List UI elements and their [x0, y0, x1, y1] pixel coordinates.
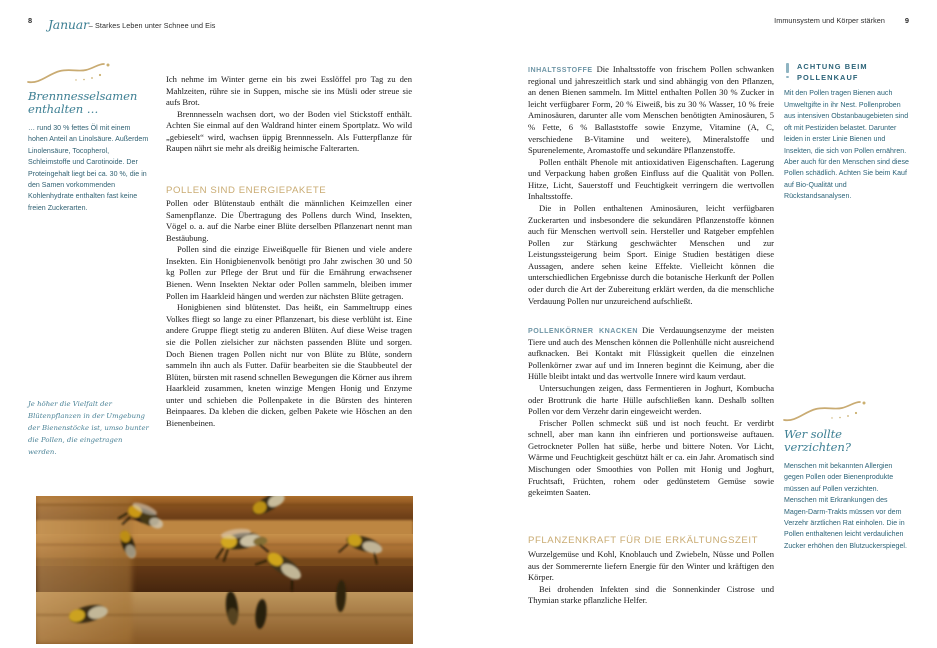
runin-heading-pollenkoerner-knacken: POLLENKÖRNER KNACKEN: [528, 327, 638, 335]
left-margin-note-title: [28, 90, 150, 117]
paragraph: Die in Pollen enthaltenen Aminosäuren, leicht verfügbaren Zuckerarten und insbesondere die sekundären Pflanzenstoffe können auch für Menschen wertvoll sein. Hersteller und Ratgeber empfehlen Pollen zur Stärkung geschwächter Menschen und zur Leistungssteigerung beim Sport. Einige Studien bestätigen diese Aussagen, andere sehen keine Effekte. Vielleicht können die unterschiedlichen Ergebnisse durch die botanische Herkunft der Pollen oder durch die Art der Zubereitung erklärt werden, da die menschliche Verdauung Pollen nur unzureichend aufschließt.: [528, 202, 774, 306]
left-margin-note-body: … rund 30 % fettes Öl mit einem hohen Anteil an Linolsäure. Außerdem Linolensäure, Tocopherol, Schleimstoffe und Carotinoide. Der Proteingehalt liegt bei ca. 30 %, die in den Samen vorkommenden Kohlenhydrate enthalten fast keine freien Zuckerarten.: [28, 124, 149, 212]
right-margin-alert-box: [784, 62, 912, 203]
paragraph-text: Die Verdauungsenzyme der meisten Tiere und auch des Menschen können die Pollenhülle nicht ausreichend aufknacken. Bei Kontakt mit Flüssigkeit quellen die einzelnen Pollenkörner zwar auf und im Inneren beginnt die Keimung, aber die Hülle bleibt intakt und das wertvolle Innere wird kaum verdaut.: [528, 325, 775, 382]
left-margin-note: [28, 90, 150, 214]
swirl-flourish-icon-left: [26, 62, 118, 88]
paragraph: Pollen oder Blütenstaub enthält die männlichen Keimzellen einer Samenpflanze. Die Übertragung des Pollens durch Wind, Insekten, Vögel o. a. auf die Narbe einer Blüte derselben Pflanzenart nennt man Bestäubung.: [166, 198, 412, 243]
paragraph: [528, 325, 774, 383]
page-number-left: 8: [28, 16, 33, 25]
paragraph: Pollen sind die einzige Eiweißquelle für Bienen und viele andere Insekten. Ein Honigbienenvolk benötigt pro Jahr zwischen 30 und 50 kg Pollen zur Pflege der Brut und für die Ernährung erwachsener Bienen. Wenn Insekten Nektar oder Pollen sammeln, bleiben immer Pollen im Haarkleid hängen und werden zur nächsten Blüte getragen.: [166, 244, 412, 301]
paragraph: Untersuchungen zeigen, dass Fermentieren in Joghurt, Kombucha oder Brottrunk die harte Hülle aufschließen kann. Deshalb sollten Pollen vor dem Verzehr darin eingeweicht werden.: [528, 382, 774, 417]
paragraph: Ich nehme im Winter gerne ein bis zwei Esslöffel pro Tag zu den Mahlzeiten, rühre sie in Suppen, mische sie ins Müsli oder streue sie aufs Brot.: [166, 74, 412, 108]
paragraph-text: Die Inhaltsstoffe von frischem Pollen schwanken regional und jahreszeitlich stark und sind abhängig von den Pflanzen, an denen Bienen sammeln. Im Mittel enthalten Pollen 30 % Zucker in leicht verfügbarer Form, 20 % Eiweiß, bis zu 30 % Wasser, 10 % freie Aminosäuren, darunter alle vom Menschen benötigten Aminosäuren, 5 % Fette, 6 % Ballaststoffe sowie Enzyme, Vitamine (A, C, verschiedene B-Vitamine und weitere), Mineralstoffe und Spurenelemente, Aromastoffe und sekundäre Pflanzenstoffe.: [528, 64, 774, 156]
chapter-subtitle: – Starkes Leben unter Schnee und Eis: [88, 21, 216, 30]
right-body-block-inhaltsstoffe: [528, 64, 774, 307]
swirl-flourish-icon-right: [782, 400, 874, 426]
paragraph: Honigbienen sind blütenstet. Das heißt, ein Sammeltrupp eines Volkes fliegt so lange zu einer Pflanzenart, bis diese verblüht ist. Eine andere Gruppe fliegt stetig zu anderen Blüten. Auf diese Weise tragen sie die Pollen zielsicher zur nächsten passenden Blüte und sorgen. Doch Bienen tragen Pollen nicht nur von Blüte zu Blüte, sondern sammeln ihn auch als Futter. Dafür bearbeiten sie die Staubbeutel der Blüten, bürsten mit rasend schnellen Bewegungen die Körner aus ihrem Haarkleid zusammen, kneten winzige Mengen Honig und Enzyme unter und schieben die Pollenpakete in die Bürsten des hinteren Beinpaares. Da kleben die dicken, gelben Pakete wie Höschen an den Bienenbeinen.: [166, 302, 412, 428]
alert-heading-line2: POLLENKAUF: [797, 72, 859, 82]
photo-caption: Je höher die Vielfalt der Blütenpflanzen in der Umgebung der Bienenstöcke ist, umso bunter die Pollen, die eingetragen werden.: [28, 400, 149, 456]
paragraph: Frischer Pollen schmeckt süß und ist noch feucht. Er verdirbt schnell, aber man kann ihn einfrieren und portionsweise auftauen. Getrockneter Pollen hat süße, herbe und bittere Noten. Vor Licht, Wärme und Feuchtigkeit geschützt hält er ca. ein Jahr. Aromatisch sind Mischungen oder Smoothies von Pollen mit Honig und Joghurt, Fruchtsaft, Früchten, rohem oder gedünstetem Gemüse sowie gekeimten Saaten.: [528, 417, 774, 498]
running-head-left: [48, 16, 215, 31]
alert-heading-line1: ACHTUNG BEIM: [797, 62, 868, 71]
paragraph: Bei drohenden Infekten sind die Sonnenkinder Cistrose und Thymian starke pflanzliche Helfer.: [528, 583, 774, 606]
runin-heading-inhaltsstoffe: INHALTSSTOFFE: [528, 66, 593, 74]
running-head-right: Immunsystem und Körper stärken: [774, 16, 885, 25]
bees-at-hive-entrance-photo: [36, 496, 413, 644]
section-heading-pollen-sind-energiepakete: POLLEN SIND ENERGIEPAKETE: [166, 185, 327, 196]
right-margin-note-title-line1: Wer sollte: [784, 427, 842, 441]
warning-exclamation-icon: [785, 63, 789, 80]
paragraph: Pollen enthält Phenole mit antioxidativen Eigenschaften. Lagerung und Verpackung haben großen Einfluss auf die Qualität von Pollen. Hitze, Licht, Sauerstoff und Feuchtigkeit verringern die wertvollen Inhaltsstoffe.: [528, 156, 774, 202]
paragraph: Wurzelgemüse und Kohl, Knoblauch und Zwiebeln, Nüsse und Pollen aus der Sommerernte liefern Energie für den Winter und kräftigen den Körper.: [528, 549, 774, 583]
right-margin-note-title: [784, 428, 912, 455]
page-number-right: 9: [904, 16, 909, 25]
left-body-column: [166, 74, 412, 155]
alert-body: Mit den Pollen tragen Bienen auch Umweltgifte in ihr Nest. Pollenproben aus intensiven Obstanbaugebieten sind oft mit Pestiziden belastet. Darunter leiden in erster Linie Bienen und Insekten, die sich von Pollen ernähren. Aber auch für den Menschen sind diese Pollen schädlich. Achten Sie beim Kauf auf Bio-Qualität und Rückstandsanalysen.: [784, 90, 909, 201]
right-margin-note: [784, 428, 912, 552]
right-margin-note-body: Menschen mit bekannten Allergien gegen Pollen oder Bienenprodukte müssen auf Pollen verzichten. Menschen mit Erkrankungen des Magen-Darm-Trakts müssen vor dem Verzehr ärztlichen Rat einholen. Die in Pollen enthaltenen leicht verdaulichen Zucker erhöhen den Blutzuckerspiegel.: [784, 462, 907, 550]
paragraph: Brennnesseln wachsen dort, wo der Boden viel Stickstoff enthält. Achten Sie einmal auf den Waldrand hinter einem Sportplatz. Wo wild „gebieselt“ wird, wachsen üppig Brennnesseln. Als Futterpflanze für Raupen nährt sie mehr als dreißig heimische Falterarten.: [166, 108, 412, 154]
right-body-block-pflanzenkraft: [528, 549, 774, 607]
alert-heading: [784, 62, 912, 83]
left-margin-note-title-line2: enthalten …: [28, 102, 99, 117]
section-heading-pflanzenkraft: PFLANZENKRAFT FÜR DIE ERKÄLTUNGSZEIT: [528, 535, 758, 546]
left-body-column-section: [166, 198, 412, 430]
left-margin-note-title-line1: Brennnesselsamen: [28, 89, 138, 103]
paragraph: [528, 64, 774, 157]
right-body-block-pollenkoerner: [528, 325, 774, 499]
right-margin-note-title-line2: verzichten?: [784, 440, 851, 455]
chapter-title-script: Januar: [48, 17, 89, 32]
